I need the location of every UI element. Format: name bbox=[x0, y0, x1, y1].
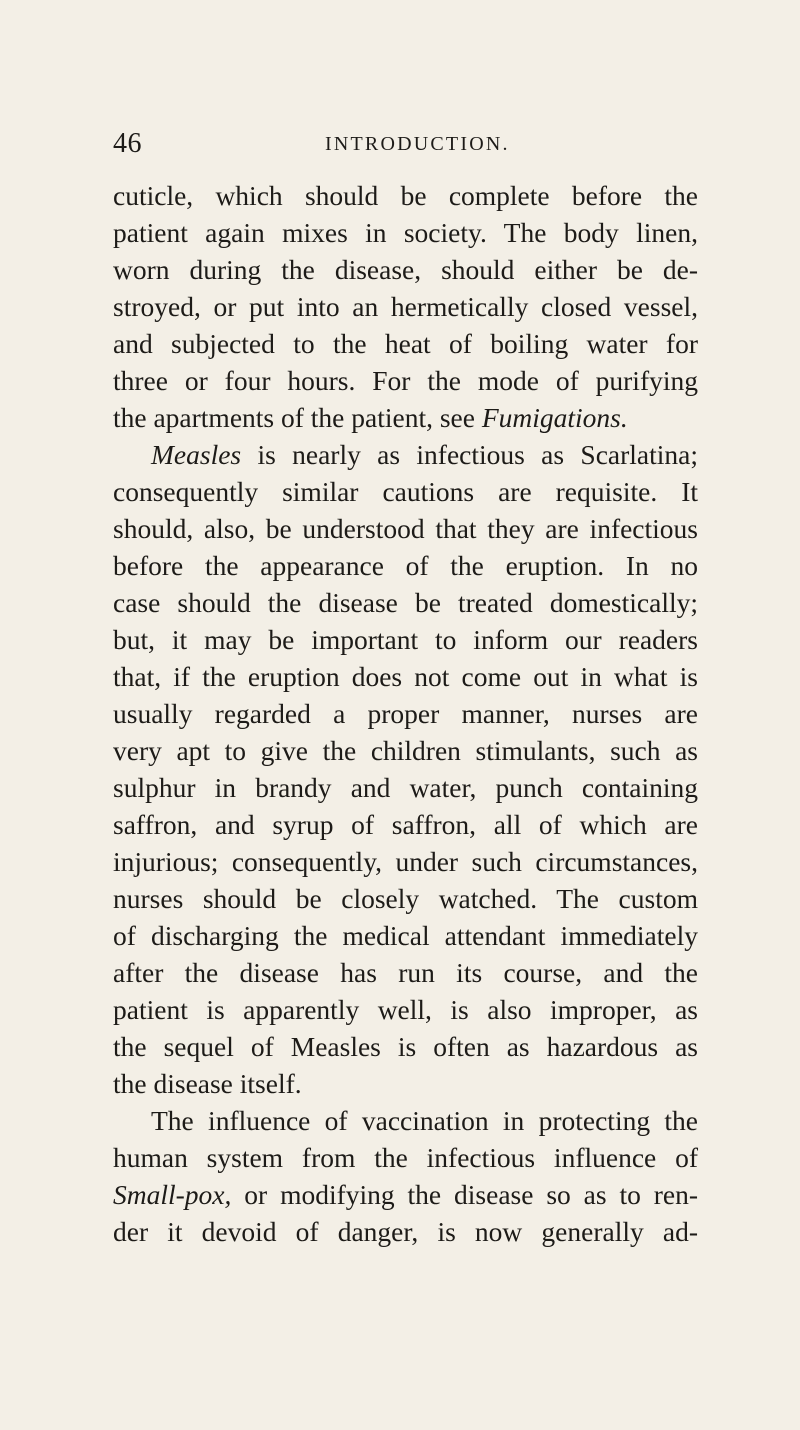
text-line: after the disease has run its course, and the bbox=[113, 957, 698, 988]
text-line: nurses should be closely watched. The custom bbox=[113, 883, 698, 914]
italic-term: Small-pox, bbox=[113, 1179, 232, 1210]
page-header bbox=[113, 128, 713, 168]
text-line: before the appearance of the eruption. In no bbox=[113, 550, 698, 581]
text-line: the sequel of Measles is often as hazardous as bbox=[113, 1031, 698, 1062]
text-line: consequently similar cautions are requisite. It bbox=[113, 476, 698, 507]
text-line: very apt to give the children stimulants, such as bbox=[113, 735, 698, 766]
text-line: human system from the infectious influence of bbox=[113, 1142, 698, 1173]
body-text bbox=[113, 177, 698, 1250]
text-line: injurious; consequently, under such circumstances, bbox=[113, 846, 698, 877]
paragraph-start-line: The influence of vaccination in protecting the bbox=[151, 1105, 698, 1136]
text-line: stroyed, or put into an hermetically closed vessel, bbox=[113, 291, 698, 322]
text-line: the disease itself. bbox=[113, 1068, 302, 1099]
text-line: patient is apparently well, is also improper, as bbox=[113, 994, 698, 1025]
text-line: that, if the eruption does not come out in what is bbox=[113, 661, 698, 692]
text-line: of discharging the medical attendant immediately bbox=[113, 920, 698, 951]
page-number: 46 bbox=[113, 128, 142, 159]
text-line: should, also, be understood that they are infectious bbox=[113, 513, 698, 544]
text-line: sulphur in brandy and water, punch containing bbox=[113, 772, 698, 803]
italic-term: Fumigations. bbox=[481, 402, 628, 433]
running-head: INTRODUCTION. bbox=[325, 133, 510, 155]
italic-term: Measles bbox=[151, 439, 242, 470]
text-line: three or four hours. For the mode of purifying bbox=[113, 365, 698, 396]
text-line: case should the disease be treated domestically; bbox=[113, 587, 698, 618]
text-line: cuticle, which should be complete before the bbox=[113, 180, 698, 211]
text-line: the apartments of the patient, see Fumigations. bbox=[113, 402, 628, 433]
text-line: der it devoid of danger, is now generally ad- bbox=[113, 1216, 698, 1247]
text-line: patient again mixes in society. The body linen, bbox=[113, 217, 698, 248]
text-line: and subjected to the heat of boiling water for bbox=[113, 328, 698, 359]
text-line: but, it may be important to inform our readers bbox=[113, 624, 698, 655]
text-line: Small-pox, or modifying the disease so as to ren- bbox=[113, 1179, 698, 1210]
text-line: worn during the disease, should either be de- bbox=[113, 254, 698, 285]
text-line: usually regarded a proper manner, nurses are bbox=[113, 698, 698, 729]
paragraph-start-line: Measles is nearly as infectious as Scarlatina; bbox=[151, 439, 698, 470]
text-line: saffron, and syrup of saffron, all of which are bbox=[113, 809, 698, 840]
